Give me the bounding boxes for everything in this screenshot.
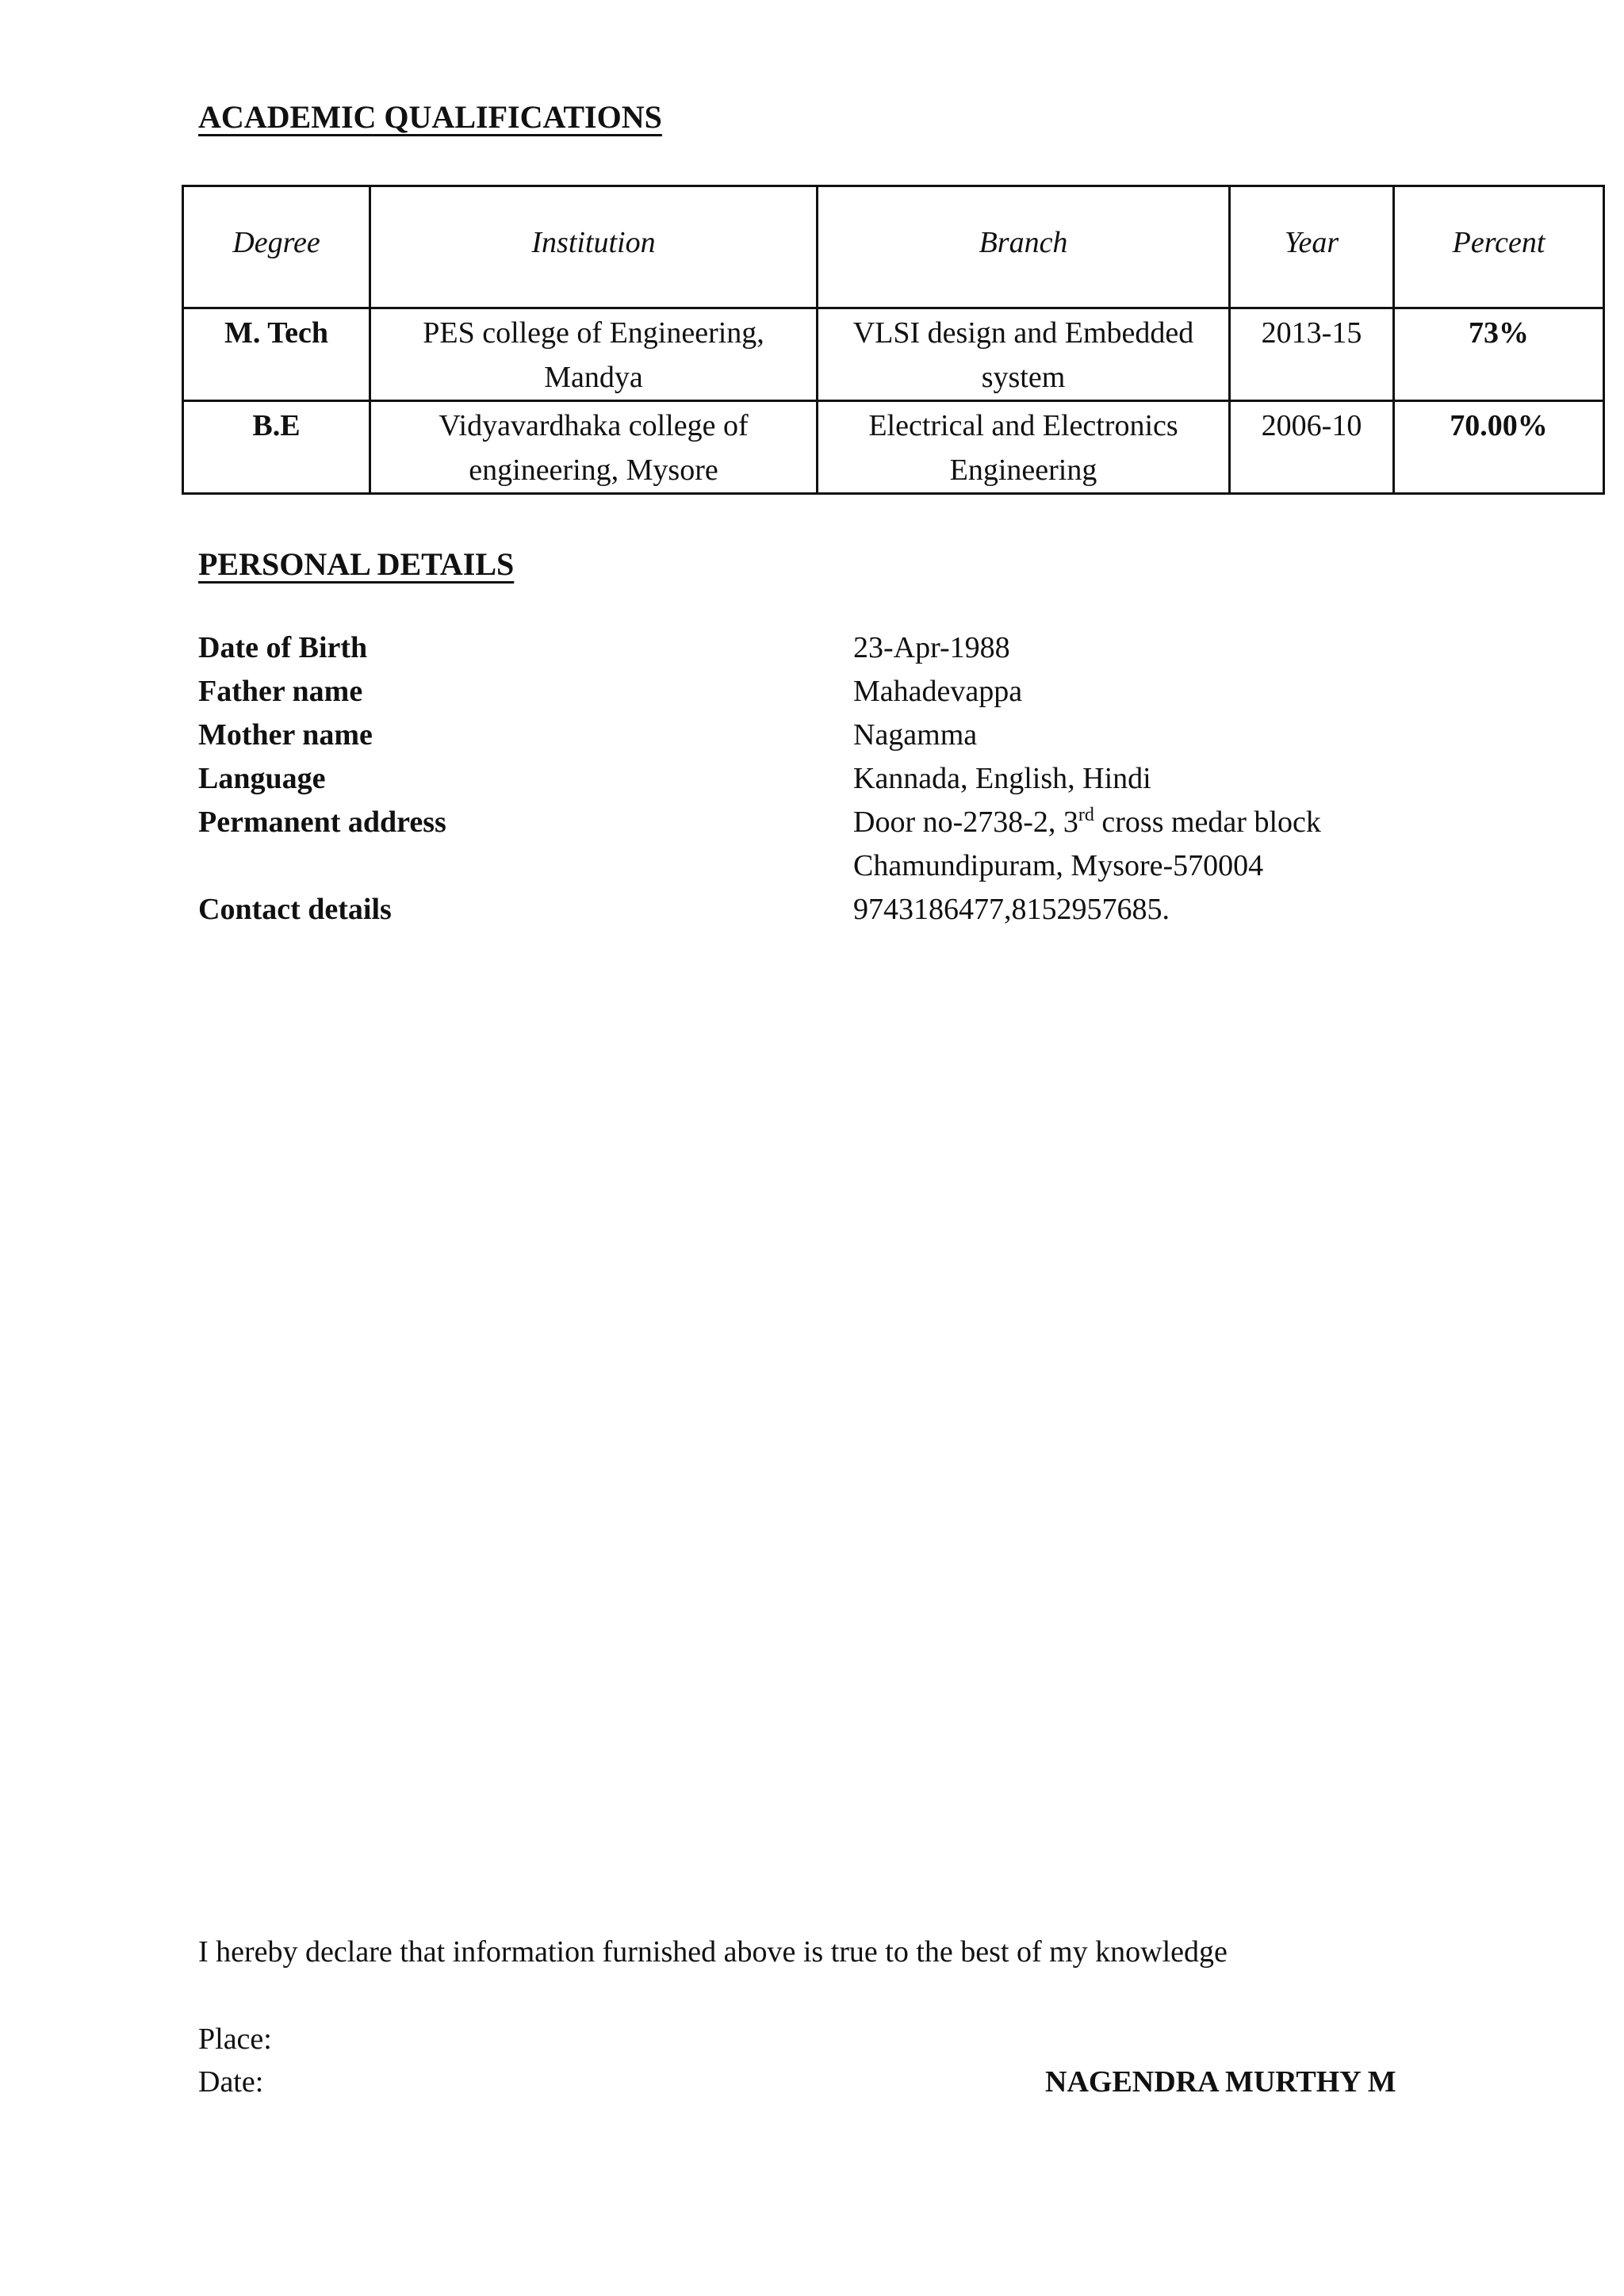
column-header-percent: Percent	[1394, 186, 1604, 308]
father-name-value: Mahadevappa	[853, 675, 1023, 708]
degree-cell: M. Tech	[183, 308, 370, 401]
address-text: cross medar block	[1094, 806, 1321, 839]
dob-label: Date of Birth	[198, 631, 368, 664]
year-cell: 2013-15	[1230, 308, 1394, 401]
address-label: Permanent address	[198, 806, 446, 839]
year-cell: 2006-10	[1230, 401, 1394, 494]
place-label: Place:	[198, 2022, 272, 2056]
personal-details-list	[198, 626, 1546, 932]
father-name-label: Father name	[198, 675, 363, 708]
date-label: Date:	[198, 2065, 264, 2099]
signature-name: NAGENDRA MURTHY M	[1045, 2065, 1396, 2099]
contact-value: 9743186477,8152957685.	[853, 893, 1170, 926]
dob-value: 23-Apr-1988	[853, 631, 1010, 664]
detail-row-mother	[198, 714, 1546, 757]
detail-row-language	[198, 757, 1546, 801]
address-line-2: Chamundipuram, Mysore-570004	[853, 849, 1264, 882]
column-header-branch: Branch	[818, 186, 1230, 308]
branch-line: system	[981, 361, 1066, 394]
detail-row-father	[198, 670, 1546, 714]
branch-cell	[818, 308, 1230, 401]
percent-cell: 70.00%	[1394, 401, 1604, 494]
institution-line: Vidyavardhaka college of	[439, 409, 749, 442]
address-value	[853, 801, 1321, 888]
degree-cell: B.E	[183, 401, 370, 494]
column-header-institution: Institution	[370, 186, 818, 308]
qualifications-table	[182, 185, 1605, 495]
institution-cell	[370, 401, 818, 494]
mother-name-value: Nagamma	[853, 718, 978, 752]
detail-row-dob	[198, 626, 1546, 670]
table-row	[183, 401, 1604, 494]
branch-line: VLSI design and Embedded	[852, 316, 1194, 350]
institution-line: PES college of Engineering,	[423, 316, 764, 350]
declaration-text: I hereby declare that information furnished above is true to the best of my knowledge	[198, 1935, 1228, 1969]
institution-line: engineering, Mysore	[469, 453, 718, 487]
detail-row-address	[198, 801, 1546, 888]
academic-qualifications-heading: ACADEMIC QUALIFICATIONS	[198, 99, 662, 135]
branch-line: Engineering	[949, 453, 1097, 487]
table-header-row	[183, 186, 1604, 308]
language-value: Kannada, English, Hindi	[853, 762, 1151, 795]
personal-details-heading: PERSONAL DETAILS	[198, 546, 515, 582]
column-header-degree: Degree	[183, 186, 370, 308]
column-header-year: Year	[1230, 186, 1394, 308]
institution-cell	[370, 308, 818, 401]
address-line-1	[853, 806, 1321, 839]
address-text: Door no-2738-2, 3	[853, 806, 1078, 839]
language-label: Language	[198, 762, 326, 795]
mother-name-label: Mother name	[198, 718, 373, 752]
detail-row-contact	[198, 888, 1546, 932]
branch-line: Electrical and Electronics	[868, 409, 1178, 442]
percent-cell: 73%	[1394, 308, 1604, 401]
contact-label: Contact details	[198, 893, 392, 926]
institution-line: Mandya	[544, 361, 643, 394]
table-row	[183, 308, 1604, 401]
ordinal-suffix: rd	[1078, 805, 1094, 825]
branch-cell	[818, 401, 1230, 494]
